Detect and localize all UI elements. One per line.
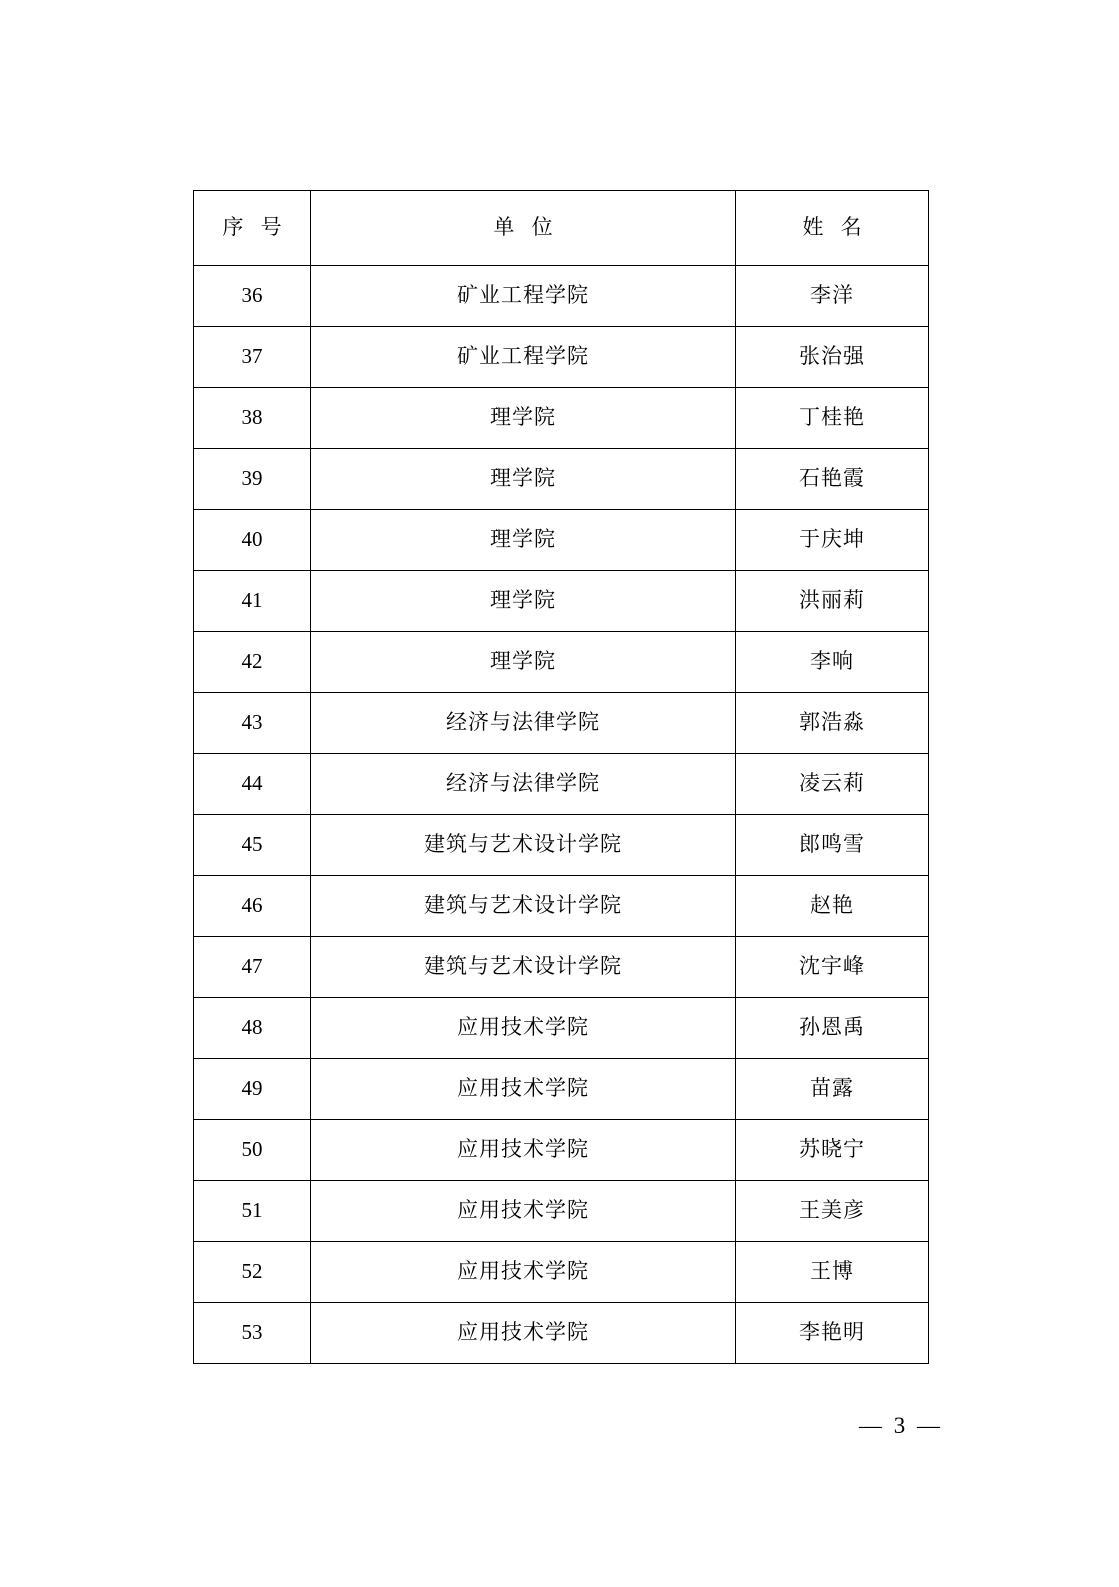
column-header-unit: 单 位 <box>311 191 736 266</box>
table-row <box>194 1242 929 1303</box>
cell-name: 丁桂艳 <box>736 388 929 449</box>
cell-name: 王美彦 <box>736 1181 929 1242</box>
cell-index: 41 <box>194 571 311 632</box>
cell-name: 石艳霞 <box>736 449 929 510</box>
table-row <box>194 388 929 449</box>
cell-name: 王博 <box>736 1242 929 1303</box>
cell-index: 36 <box>194 266 311 327</box>
cell-unit: 应用技术学院 <box>311 1059 736 1120</box>
table-row <box>194 998 929 1059</box>
cell-index: 38 <box>194 388 311 449</box>
cell-name: 于庆坤 <box>736 510 929 571</box>
cell-index: 46 <box>194 876 311 937</box>
table-row <box>194 632 929 693</box>
page-number: — 3 — <box>859 1413 943 1438</box>
cell-index: 42 <box>194 632 311 693</box>
table-row <box>194 1120 929 1181</box>
roster-table <box>193 190 929 1364</box>
cell-index: 39 <box>194 449 311 510</box>
cell-unit: 应用技术学院 <box>311 1120 736 1181</box>
cell-unit: 理学院 <box>311 449 736 510</box>
cell-unit: 应用技术学院 <box>311 1242 736 1303</box>
cell-name: 郭浩淼 <box>736 693 929 754</box>
table-row <box>194 754 929 815</box>
cell-name: 李洋 <box>736 266 929 327</box>
cell-name: 孙恩禹 <box>736 998 929 1059</box>
cell-index: 49 <box>194 1059 311 1120</box>
cell-index: 47 <box>194 937 311 998</box>
cell-name: 苏晓宁 <box>736 1120 929 1181</box>
table-row <box>194 937 929 998</box>
table-row <box>194 510 929 571</box>
table-header-row <box>194 191 929 266</box>
cell-unit: 应用技术学院 <box>311 1303 736 1364</box>
cell-unit: 理学院 <box>311 510 736 571</box>
cell-unit: 理学院 <box>311 388 736 449</box>
cell-name: 苗露 <box>736 1059 929 1120</box>
table-row <box>194 1059 929 1120</box>
cell-unit: 经济与法律学院 <box>311 754 736 815</box>
cell-unit: 理学院 <box>311 571 736 632</box>
cell-unit: 矿业工程学院 <box>311 266 736 327</box>
table-row <box>194 876 929 937</box>
cell-unit: 建筑与艺术设计学院 <box>311 815 736 876</box>
roster-table-container <box>193 190 928 1364</box>
table-row <box>194 449 929 510</box>
table-row <box>194 1181 929 1242</box>
cell-name: 张治强 <box>736 327 929 388</box>
cell-unit: 建筑与艺术设计学院 <box>311 937 736 998</box>
cell-unit: 应用技术学院 <box>311 1181 736 1242</box>
column-header-name: 姓 名 <box>736 191 929 266</box>
cell-unit: 经济与法律学院 <box>311 693 736 754</box>
cell-name: 李响 <box>736 632 929 693</box>
cell-index: 48 <box>194 998 311 1059</box>
cell-index: 43 <box>194 693 311 754</box>
cell-index: 52 <box>194 1242 311 1303</box>
cell-name: 凌云莉 <box>736 754 929 815</box>
cell-name: 洪丽莉 <box>736 571 929 632</box>
table-row <box>194 571 929 632</box>
cell-name: 赵艳 <box>736 876 929 937</box>
cell-index: 44 <box>194 754 311 815</box>
cell-unit: 矿业工程学院 <box>311 327 736 388</box>
cell-unit: 应用技术学院 <box>311 998 736 1059</box>
cell-index: 51 <box>194 1181 311 1242</box>
cell-index: 40 <box>194 510 311 571</box>
cell-name: 郎鸣雪 <box>736 815 929 876</box>
cell-index: 37 <box>194 327 311 388</box>
cell-index: 45 <box>194 815 311 876</box>
table-row <box>194 1303 929 1364</box>
table-row <box>194 815 929 876</box>
cell-index: 50 <box>194 1120 311 1181</box>
column-header-index: 序 号 <box>194 191 311 266</box>
cell-name: 李艳明 <box>736 1303 929 1364</box>
cell-unit: 理学院 <box>311 632 736 693</box>
table-header <box>194 191 929 266</box>
table-row <box>194 693 929 754</box>
cell-name: 沈宇峰 <box>736 937 929 998</box>
cell-unit: 建筑与艺术设计学院 <box>311 876 736 937</box>
table-row <box>194 327 929 388</box>
table-body <box>194 266 929 1364</box>
table-row <box>194 266 929 327</box>
cell-index: 53 <box>194 1303 311 1364</box>
